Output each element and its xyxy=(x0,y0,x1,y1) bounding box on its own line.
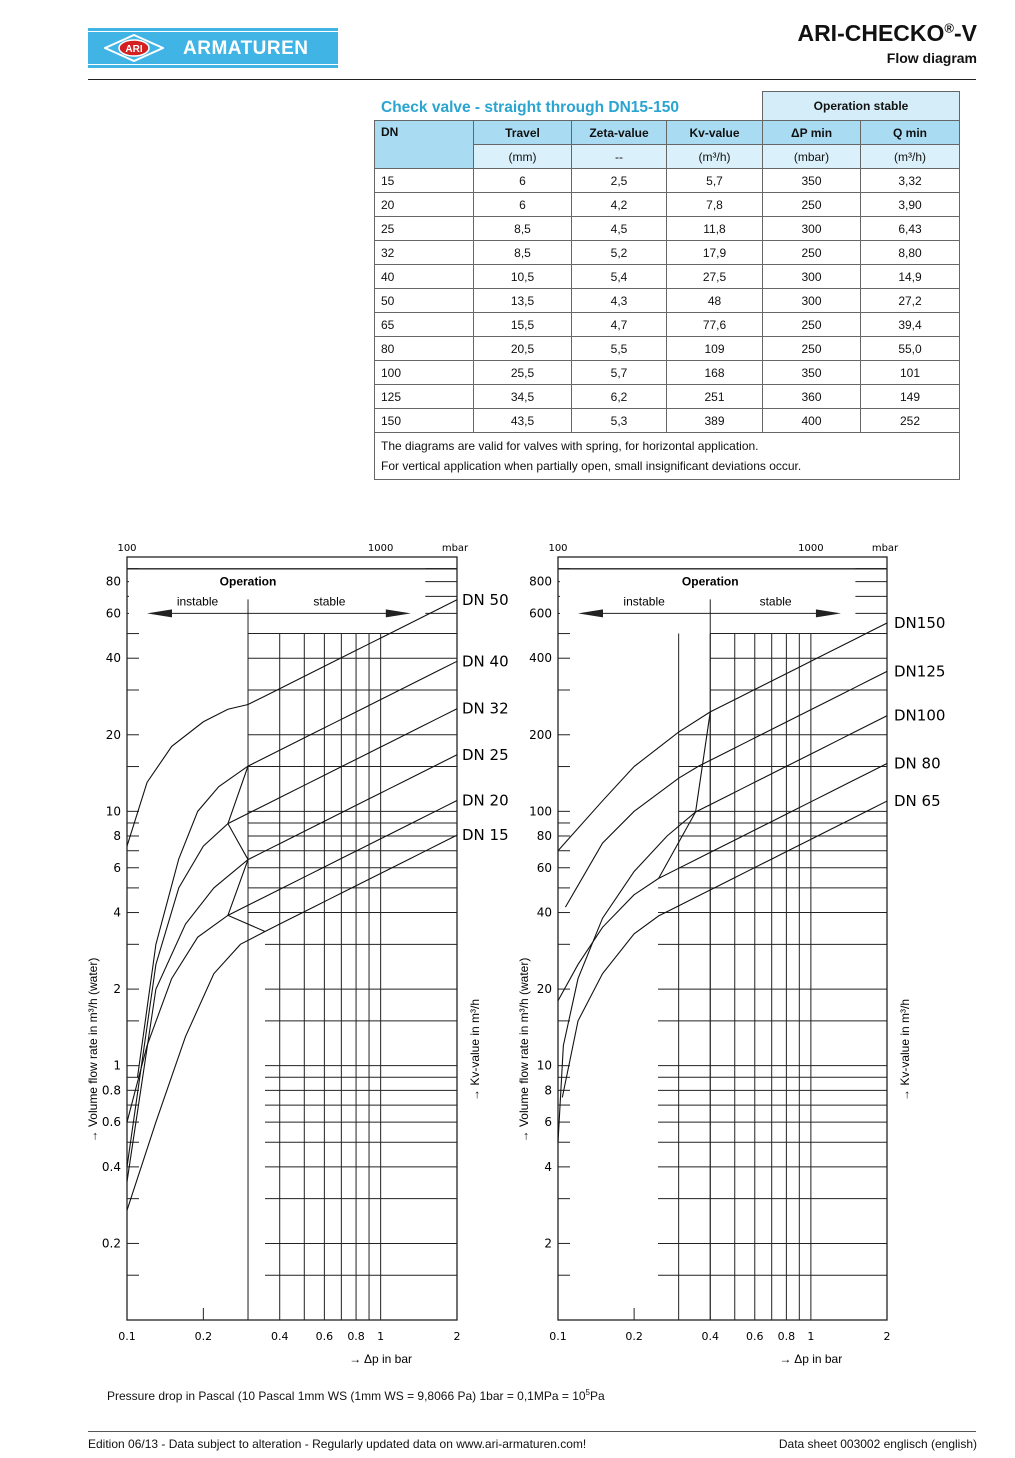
table-cell: 250 xyxy=(763,313,861,337)
table-cell: 5,3 xyxy=(572,409,667,433)
table-cell: 5,2 xyxy=(572,241,667,265)
group-header: Operation stable xyxy=(763,92,960,121)
y-tick-label: 40 xyxy=(105,651,121,666)
table-cell: 250 xyxy=(763,337,861,361)
x-axis-label: → Δp in bar xyxy=(349,1352,413,1366)
table-cell: 2,5 xyxy=(572,169,667,193)
table-cell: 300 xyxy=(763,265,861,289)
series-label: DN 50 xyxy=(462,590,509,609)
table-cell: 389 xyxy=(667,409,763,433)
curve-dn40 xyxy=(137,661,457,1077)
operation-label: Operation xyxy=(681,574,739,589)
series-label: DN 32 xyxy=(462,699,509,718)
col-header-zeta: Zeta-value xyxy=(572,121,667,145)
y-tick-label: 0.2 xyxy=(101,1236,121,1251)
y-tick-label: 0.6 xyxy=(101,1115,121,1130)
table-cell: 13,5 xyxy=(474,289,572,313)
table-cell: 4,2 xyxy=(572,193,667,217)
x-tick-label: 0.2 xyxy=(625,1330,643,1343)
curve-dn20 xyxy=(127,800,457,1122)
table-cell: 400 xyxy=(763,409,861,433)
y-tick-label: 60 xyxy=(536,860,552,875)
col-header-dp-min: ΔP min xyxy=(763,121,861,145)
x-axis-label: → Δp in bar xyxy=(779,1352,843,1366)
y-tick-label: 6 xyxy=(544,1115,552,1130)
y-tick-label: 2 xyxy=(544,1236,552,1251)
table-cell: 77,6 xyxy=(667,313,763,337)
y-tick-label: 20 xyxy=(536,982,552,997)
table-cell: 40 xyxy=(375,265,474,289)
table-title: Check valve - straight through DN15-150 xyxy=(381,99,680,116)
table-cell: 80 xyxy=(375,337,474,361)
series-label: DN 25 xyxy=(462,745,509,764)
page-subtitle: Flow diagram xyxy=(886,50,977,66)
table-cell: 15 xyxy=(375,169,474,193)
table-cell: 17,9 xyxy=(667,241,763,265)
col-header-dn: DN xyxy=(375,121,474,169)
y-tick-label: 80 xyxy=(105,574,121,589)
top-tick-label: 1000 xyxy=(367,543,394,554)
y-tick-label: 60 xyxy=(105,606,121,621)
table-cell: 150 xyxy=(375,409,474,433)
table-cell: 350 xyxy=(763,361,861,385)
table-cell: 10,5 xyxy=(474,265,572,289)
y-tick-label: 400 xyxy=(529,651,552,666)
table-cell: 101 xyxy=(861,361,960,385)
y2-axis-label: → Kv-value in m³/h xyxy=(898,998,912,1102)
instable-label: instable xyxy=(176,594,219,609)
logo-badge: ARI xyxy=(125,44,143,55)
curve-dn25 xyxy=(127,755,457,1182)
y-tick-label: 1 xyxy=(113,1058,121,1073)
col-header-kv: Kv-value xyxy=(667,121,763,145)
edition-note: Edition 06/13 - Data subject to alteration - Regularly updated data on www.ari-armaturen.com! xyxy=(88,1437,587,1451)
y-tick-label: 200 xyxy=(529,727,552,742)
instable-label: instable xyxy=(623,594,665,609)
table-cell: 100 xyxy=(375,361,474,385)
x-tick-label: 0.8 xyxy=(347,1330,365,1343)
table-cell: 20 xyxy=(375,193,474,217)
series-label: DN125 xyxy=(894,662,946,681)
table-cell: 109 xyxy=(667,337,763,361)
y-tick-label: 8 xyxy=(113,828,121,843)
table-cell: 27,2 xyxy=(861,289,960,313)
table-cell: 50 xyxy=(375,289,474,313)
top-axis-unit: mbar xyxy=(871,543,899,554)
y-tick-label: 800 xyxy=(529,574,552,589)
x-tick-label: 0.4 xyxy=(270,1330,289,1343)
x-tick-label: 2 xyxy=(453,1330,461,1343)
plot-frame xyxy=(558,557,887,1320)
x-tick-label: 0.4 xyxy=(701,1330,719,1343)
table-cell: 300 xyxy=(763,289,861,313)
col-header-travel: Travel xyxy=(474,121,572,145)
table-cell: 4,5 xyxy=(572,217,667,241)
table-cell: 252 xyxy=(861,409,960,433)
footer-divider xyxy=(88,1431,976,1432)
y-tick-label: 4 xyxy=(113,905,121,920)
curve-dn50 xyxy=(127,600,457,846)
y-tick-label: 10 xyxy=(536,1058,552,1073)
table-cell: 4,3 xyxy=(572,289,667,313)
y-tick-label: 100 xyxy=(529,804,552,819)
y-tick-label: 4 xyxy=(544,1159,552,1174)
y-tick-label: 80 xyxy=(536,828,552,843)
stable-label: stable xyxy=(759,594,792,609)
y-tick-label: 0.8 xyxy=(101,1083,121,1098)
stability-boundary-line xyxy=(228,766,265,931)
x-tick-label: 0.6 xyxy=(315,1330,334,1343)
x-tick-label: 0.1 xyxy=(118,1330,136,1343)
y-tick-label: 600 xyxy=(529,606,552,621)
top-tick-label: 100 xyxy=(548,543,568,554)
table-cell: 360 xyxy=(763,385,861,409)
plot-frame xyxy=(127,557,457,1320)
series-label: DN 80 xyxy=(894,754,941,773)
x-tick-label: 0.2 xyxy=(194,1330,213,1343)
logo-text: ARMATUREN xyxy=(183,38,309,59)
table-cell: 39,4 xyxy=(861,313,960,337)
table-cell: 48 xyxy=(667,289,763,313)
y-tick-label: 20 xyxy=(105,727,121,742)
table-cell: 250 xyxy=(763,193,861,217)
table-cell: 8,5 xyxy=(474,241,572,265)
unit-travel: (mm) xyxy=(474,145,572,169)
table-cell: 25,5 xyxy=(474,361,572,385)
y-tick-label: 10 xyxy=(105,804,121,819)
table-cell: 6,2 xyxy=(572,385,667,409)
table-cell: 3,90 xyxy=(861,193,960,217)
curve-dn80 xyxy=(558,764,887,1001)
x-tick-label: 2 xyxy=(883,1330,891,1343)
unit-q-min: (m³/h) xyxy=(861,145,960,169)
table-cell: 5,5 xyxy=(572,337,667,361)
table-cell: 168 xyxy=(667,361,763,385)
table-cell: 7,8 xyxy=(667,193,763,217)
table-cell: 149 xyxy=(861,385,960,409)
table-cell: 25 xyxy=(375,217,474,241)
stable-label: stable xyxy=(313,594,346,609)
curve-dn150 xyxy=(558,623,887,851)
col-header-q-min: Q min xyxy=(861,121,960,145)
table-cell: 8,80 xyxy=(861,241,960,265)
curve-dn32 xyxy=(127,709,457,1167)
unit-dp-min: (mbar) xyxy=(763,145,861,169)
note-line-2: For vertical application when partially open, small insignificant deviations occur. xyxy=(381,459,802,473)
series-label: DN 20 xyxy=(462,791,509,810)
table-cell: 300 xyxy=(763,217,861,241)
table-cell: 5,7 xyxy=(572,361,667,385)
table-cell: 6,43 xyxy=(861,217,960,241)
operation-label: Operation xyxy=(219,574,277,589)
y2-axis-label: → Kv-value in m³/h xyxy=(468,998,482,1102)
y-tick-label: 6 xyxy=(113,860,121,875)
curve-dn15 xyxy=(127,835,457,1210)
table-cell: 11,8 xyxy=(667,217,763,241)
table-cell: 6 xyxy=(474,169,572,193)
pressure-note: Pressure drop in Pascal (10 Pascal 1mm WS (1mm WS = 9,8066 Pa) $1bar = 0,1MPa = 10^5Pa$ xyxy=(107,1388,605,1403)
stability-boundary-line xyxy=(659,712,711,878)
table-cell: 125 xyxy=(375,385,474,409)
table-cell: 55,0 xyxy=(861,337,960,361)
table-cell: 34,5 xyxy=(474,385,572,409)
unit-kv: (m³/h) xyxy=(667,145,763,169)
series-label: DN 40 xyxy=(462,652,509,671)
table-cell: 350 xyxy=(763,169,861,193)
table-cell: 3,32 xyxy=(861,169,960,193)
table-cell: 4,7 xyxy=(572,313,667,337)
table-cell: 251 xyxy=(667,385,763,409)
table-cell: 27,5 xyxy=(667,265,763,289)
table-cell: 15,5 xyxy=(474,313,572,337)
datasheet-id: Data sheet 003002 englisch (english) xyxy=(778,1437,977,1451)
table-cell: 43,5 xyxy=(474,409,572,433)
top-tick-label: 100 xyxy=(117,543,137,554)
curve-dn100 xyxy=(558,716,887,1142)
y-tick-label: 40 xyxy=(536,905,552,920)
y-tick-label: 0.4 xyxy=(101,1159,121,1174)
x-tick-label: 0.8 xyxy=(777,1330,796,1343)
y-tick-label: 2 xyxy=(113,982,121,997)
x-tick-label: 0.1 xyxy=(549,1330,567,1343)
table-cell: 250 xyxy=(763,241,861,265)
note-line-1: The diagrams are valid for valves with spring, for horizontal application. xyxy=(381,439,759,453)
series-label: DN 65 xyxy=(894,792,941,811)
table-cell: 5,4 xyxy=(572,265,667,289)
table-cell: 32 xyxy=(375,241,474,265)
x-tick-label: 1 xyxy=(807,1330,815,1343)
series-label: DN 15 xyxy=(462,826,509,845)
top-tick-label: 1000 xyxy=(798,543,824,554)
table-cell: 8,5 xyxy=(474,217,572,241)
table-cell: 6 xyxy=(474,193,572,217)
table-cell: 14,9 xyxy=(861,265,960,289)
y-tick-label: 8 xyxy=(544,1083,552,1098)
series-label: DN100 xyxy=(894,706,946,725)
unit-zeta: -- xyxy=(572,145,667,169)
y-axis-label: → Volume flow rate in m³/h (water) xyxy=(86,957,100,1143)
series-label: DN150 xyxy=(894,614,946,633)
table-cell: 65 xyxy=(375,313,474,337)
x-tick-label: 1 xyxy=(377,1330,385,1343)
table-cell: 20,5 xyxy=(474,337,572,361)
y-axis-label: → Volume flow rate in m³/h (water) xyxy=(517,957,531,1143)
x-tick-label: 0.6 xyxy=(746,1330,764,1343)
top-axis-unit: mbar xyxy=(441,543,469,554)
product-title: ARI-CHECKO®-V xyxy=(797,20,977,46)
table-cell: 5,7 xyxy=(667,169,763,193)
